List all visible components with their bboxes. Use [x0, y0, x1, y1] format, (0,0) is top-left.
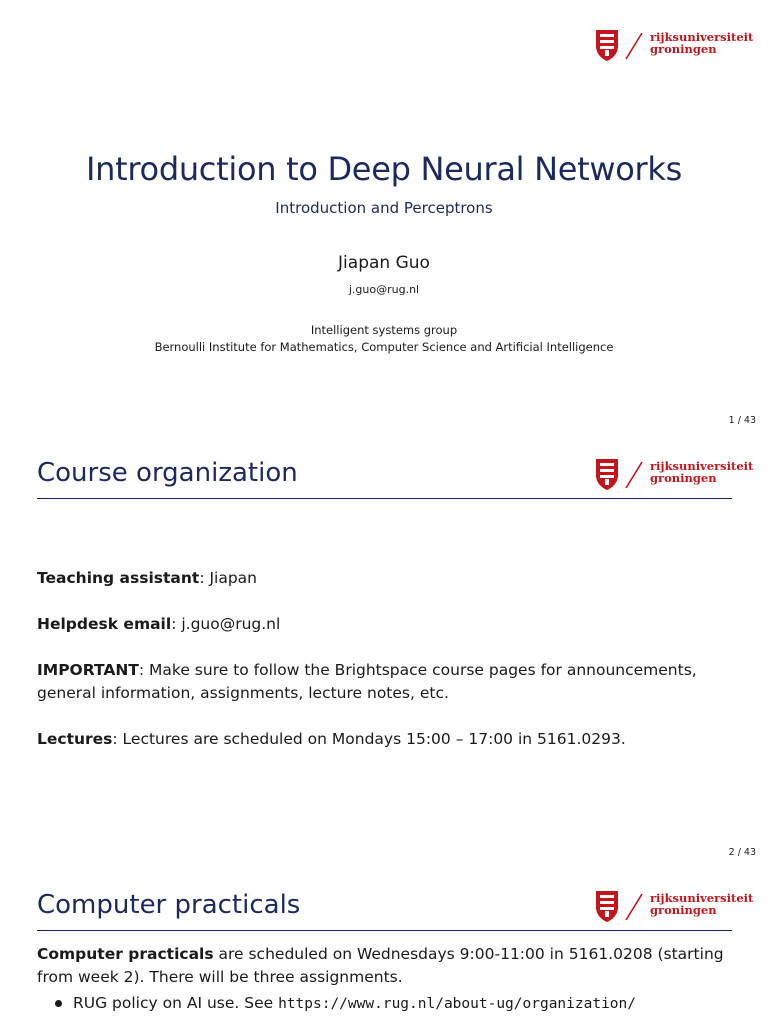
- logo-line-2: groningen: [650, 42, 717, 56]
- item-text: : j.guo@rug.nl: [171, 615, 281, 633]
- logo-wordmark: [650, 31, 753, 55]
- item-label: Helpdesk email: [37, 615, 172, 633]
- institute-name: Bernoulli Institute for Mathematics, Computer Science and Artificial Intelligence: [154, 340, 614, 354]
- logo-slash-icon: [624, 32, 644, 60]
- item-label: Computer practicals: [37, 945, 214, 963]
- logo-wordmark: [650, 460, 753, 484]
- practicals-intro: [37, 943, 727, 989]
- bullet-text: RUG policy on AI use. See: [73, 994, 279, 1012]
- important-notice: [37, 659, 727, 705]
- item-label: IMPORTANT: [37, 661, 139, 679]
- computer-practicals-slide: [0, 864, 768, 1024]
- ai-policy-link[interactable]: https://www.rug.nl/about-ug/organization/: [278, 996, 636, 1012]
- crest-icon: [594, 889, 620, 923]
- frame-title: Course organization: [37, 458, 298, 488]
- author-name: Jiapan Guo: [338, 253, 430, 273]
- helpdesk-email-line: [37, 613, 727, 636]
- item-text: : Jiapan: [199, 569, 257, 587]
- logo-slash-icon: [624, 461, 644, 489]
- presentation-title: Introduction to Deep Neural Networks: [86, 150, 682, 188]
- item-label: Lectures: [37, 730, 113, 748]
- logo-line-2: groningen: [650, 471, 717, 485]
- author-email: j.guo@rug.nl: [348, 283, 420, 296]
- presentation-subtitle: Introduction and Perceptrons: [275, 199, 493, 217]
- logo-slash-icon: [624, 893, 644, 921]
- crest-icon: [594, 457, 620, 491]
- course-organization-slide: [0, 432, 768, 864]
- page-number: 2 / 43: [728, 847, 756, 858]
- item-text: : Make sure to follow the Brightspace course pages for announcements, general information, assignments, lecture notes, etc.: [37, 661, 697, 702]
- research-group: Intelligent systems group: [310, 323, 458, 337]
- university-logo: [594, 457, 754, 493]
- logo-line-1: rijksuniversiteit: [650, 891, 754, 905]
- item-label: Teaching assistant: [37, 569, 200, 587]
- logo-line-1: rijksuniversiteit: [650, 30, 754, 44]
- item-text: : Lectures are scheduled on Mondays 15:00 – 17:00 in 5161.0293.: [112, 730, 626, 748]
- university-logo: [594, 28, 754, 64]
- logo-line-1: rijksuniversiteit: [650, 459, 754, 473]
- logo-line-2: groningen: [650, 903, 717, 917]
- page-number: 1 / 43: [728, 415, 756, 426]
- item-text: are scheduled on Wednesdays 9:00-11:00 in 5161.0208 (starting from week 2). There will be three assignments.: [37, 945, 724, 986]
- logo-wordmark: [650, 892, 753, 916]
- crest-icon: [594, 28, 620, 62]
- list-item: [55, 992, 745, 1016]
- bullet-list: [55, 992, 745, 1016]
- title-slide: [0, 0, 768, 432]
- title-rule: [37, 498, 732, 499]
- frame-title: Computer practicals: [37, 890, 301, 920]
- university-logo: [594, 889, 754, 925]
- lectures-line: [37, 728, 727, 751]
- title-rule: [37, 930, 732, 931]
- teaching-assistant-line: [37, 567, 727, 590]
- bullet-icon: [55, 1000, 62, 1007]
